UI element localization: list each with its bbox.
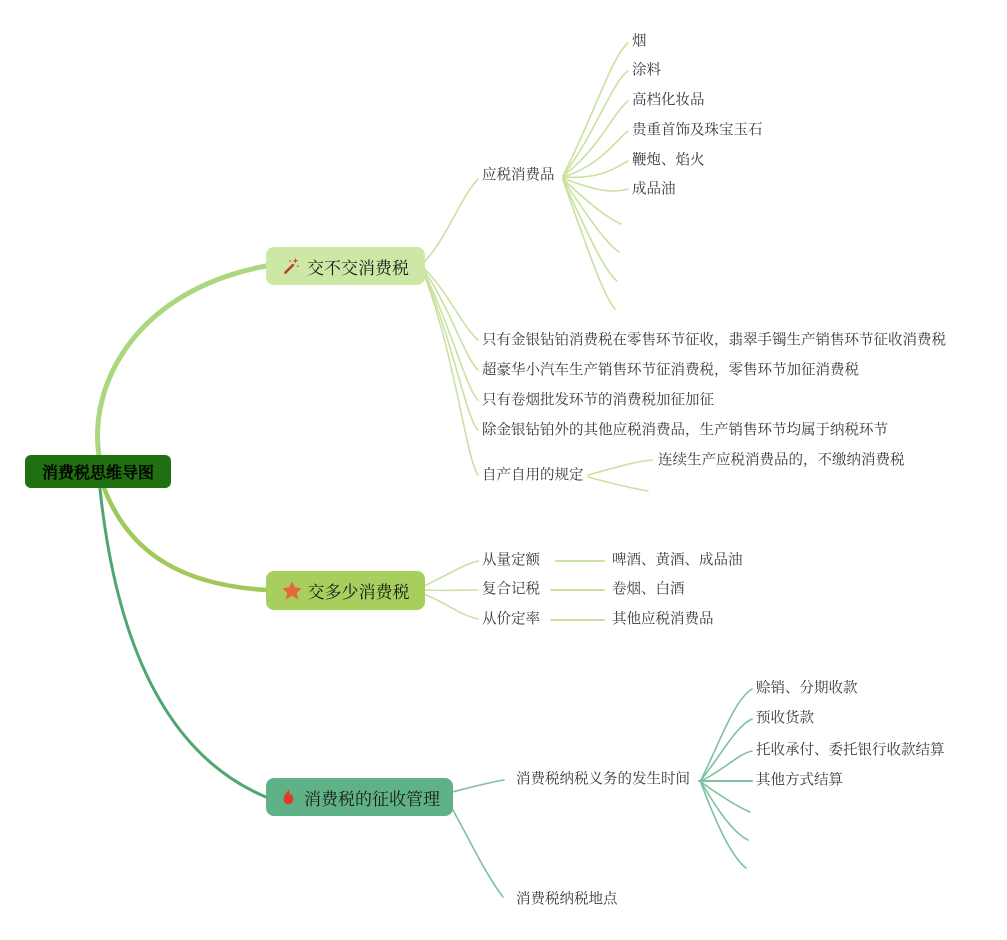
leaf-method-examples[interactable]: 啤酒、黄酒、成品油 — [612, 552, 743, 569]
branch-node-administration[interactable] — [266, 778, 453, 816]
leaf-note[interactable]: 超豪华小汽车生产销售环节征消费税，零售环节加征消费税 — [482, 362, 859, 379]
branch-label-administration: 消费税的征收管理 — [304, 789, 440, 809]
leaf-method-name[interactable]: 从量定额 — [482, 552, 540, 569]
branch-label-pay-or-not: 交不交消费税 — [307, 258, 409, 278]
leaf-note[interactable]: 只有卷烟批发环节的消费税加征加征 — [482, 392, 714, 409]
leaf-taxable-item[interactable]: 烟 — [632, 33, 647, 50]
leaf-note[interactable]: 只有金银钻铂消费税在零售环节征收，翡翠手镯生产销售环节征收消费税 — [482, 332, 946, 349]
leaf-note[interactable]: 除金银钻铂外的其他应税消费品，生产销售环节均属于纳税环节 — [482, 422, 888, 439]
branch-node-how-much[interactable] — [266, 571, 425, 610]
leaf-taxable-goods[interactable]: 应税消费品 — [482, 167, 555, 184]
flame-icon — [279, 788, 298, 807]
branch3-links — [450, 689, 752, 897]
leaf-taxable-item[interactable]: 成品油 — [632, 181, 676, 198]
leaf-timing-item[interactable]: 其他方式结算 — [756, 772, 843, 789]
star-icon — [282, 581, 302, 601]
root-branch-links — [98, 266, 266, 797]
leaf-timing-item[interactable]: 预收货款 — [756, 710, 814, 727]
leaf-tax-place[interactable]: 消费税纳税地点 — [516, 891, 618, 908]
branch-node-pay-or-not[interactable] — [266, 247, 425, 285]
leaf-method-name[interactable]: 复合记税 — [482, 581, 540, 598]
leaf-timing-item[interactable]: 托收承付、委托银行收款结算 — [756, 742, 945, 759]
leaf-self-use-rule[interactable]: 自产自用的规定 — [482, 467, 584, 484]
leaf-taxable-item[interactable]: 贵重首饰及珠宝玉石 — [632, 122, 763, 139]
leaf-taxable-item[interactable]: 高档化妆品 — [632, 92, 705, 109]
branch-label-how-much: 交多少消费税 — [307, 583, 410, 602]
leaf-timing-item[interactable]: 赊销、分期收款 — [756, 680, 858, 697]
leaf-taxable-item[interactable]: 鞭炮、焰火 — [632, 152, 705, 169]
leaf-self-use-note[interactable]: 连续生产应税消费品的，不缴纳消费税 — [658, 452, 905, 469]
root-label: 消费税思维导图 — [41, 465, 154, 482]
root-node[interactable] — [25, 455, 171, 488]
leaf-method-examples[interactable]: 卷烟、白酒 — [612, 581, 685, 598]
leaf-method-name[interactable]: 从价定率 — [482, 611, 540, 628]
leaf-taxable-item[interactable]: 涂料 — [632, 62, 661, 79]
leaf-method-examples[interactable]: 其他应税消费品 — [612, 611, 714, 628]
magic-wand-icon — [282, 257, 301, 276]
leaf-tax-timing[interactable]: 消费税纳税义务的发生时间 — [516, 771, 690, 788]
